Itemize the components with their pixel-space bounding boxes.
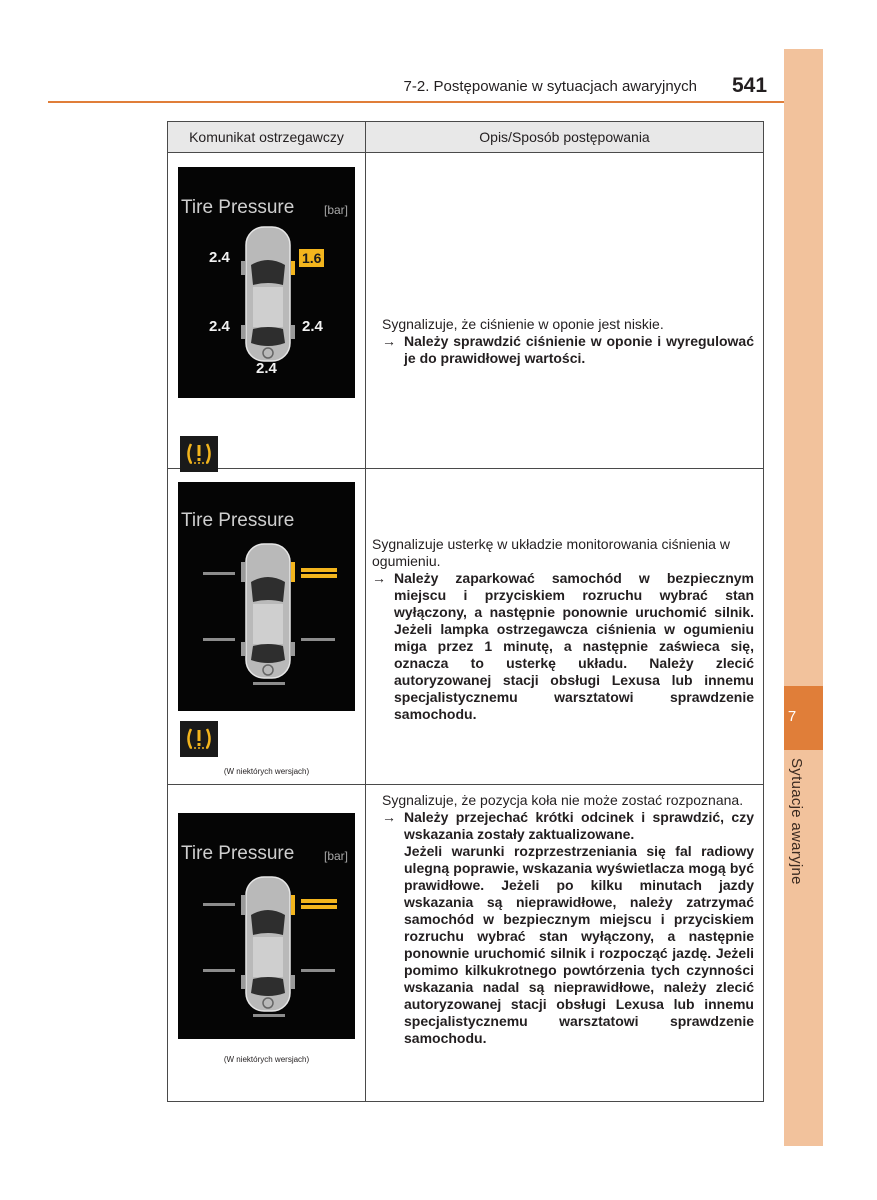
- warning-table: [167, 121, 764, 1102]
- message-cell: [168, 153, 366, 469]
- display-title: Tire Pressure: [181, 197, 295, 218]
- tire-rear-left-value: 2.4: [209, 318, 230, 335]
- action-text: → Należy przejechać krótki odcinek i sprawdzić, czy wskazania zostały zaktualizowane.: [382, 809, 754, 842]
- table-row: [168, 469, 764, 785]
- tire-front-right-placeholder: [301, 568, 337, 572]
- variant-caption: (W niektórych wersjach): [223, 767, 310, 776]
- description-text: Sygnalizuje, że ciśnienie w oponie jest niskie.: [382, 316, 664, 332]
- tire-rear-left-placeholder: [203, 638, 235, 641]
- car-top-view-icon: [240, 875, 296, 1015]
- message-cell: [168, 469, 366, 785]
- table-header-row: [168, 122, 764, 153]
- table-row: [168, 153, 764, 469]
- message-cell: [168, 785, 366, 1102]
- tire-pressure-display: [178, 482, 355, 711]
- tire-rear-right-placeholder: [301, 969, 335, 972]
- action-details-text: Jeżeli warunki rozprzestrzeniania się fal radiowy ulegną poprawie, wskazania wyświetlacza mogą być prawidłowe. Jeżeli po kilku minutach jazdy wskazania są nieprawidłowe, należy zatrzymać samochód w bezpiecznym miejscu i przyciskiem rozruchu wybrać stan wyłączony, a następnie ponownie uruchomić silnik i rozpocząć jazdę. Jeżeli pomimo kilkukrotnego powtórzenia tych czynności wskazania nadal są nieprawidłowe, należy zlecić autoryzowanej stacji obsługi Lexusa lub innemu specjalistycznemu warsztatowi sprawdzenie samochodu.: [404, 843, 754, 1046]
- description-block: [382, 316, 754, 367]
- page-number: 541: [732, 74, 768, 97]
- chapter-side-tab: [784, 49, 823, 1146]
- car-top-view-icon: [240, 542, 296, 682]
- tire-front-right-placeholder: [301, 905, 337, 909]
- column-header-message: Komunikat ostrzegawczy: [168, 122, 366, 153]
- tire-pressure-display: [178, 813, 355, 1039]
- description-block: [372, 536, 754, 723]
- section-title: 7-2. Postępowanie w sytuacjach awaryjnych: [403, 78, 697, 95]
- description-cell: [366, 469, 764, 785]
- display-unit: [bar]: [323, 203, 348, 217]
- column-header-description: Opis/Sposób postępowania: [366, 122, 764, 153]
- spare-tire-value: 2.4: [256, 360, 277, 377]
- right-arrow-icon: →: [382, 333, 396, 349]
- tire-pressure-display: [178, 167, 355, 398]
- tire-rear-right-placeholder: [301, 638, 335, 641]
- chapter-label: Sytuacje awaryjne: [788, 758, 805, 885]
- variant-caption: (W niektórych wersjach): [223, 1055, 310, 1064]
- right-arrow-icon: →: [372, 570, 386, 586]
- chapter-number: 7: [787, 708, 797, 725]
- description-cell: [366, 785, 764, 1102]
- tire-pressure-warning-icon: [180, 721, 218, 757]
- action-text: → Należy sprawdzić ciśnienie w oponie i wyregulować je do prawidłowej wartości.: [382, 333, 754, 366]
- tire-front-right-value: 1.6: [299, 249, 324, 267]
- right-arrow-icon: →: [382, 809, 396, 825]
- description-cell: [366, 153, 764, 469]
- display-title: Tire Pressure: [181, 510, 295, 531]
- action-text: → Należy zaparkować samochód w bezpiecznym miejscu i przyciskiem rozruchu wybrać stan wyłączony, a następnie ponownie uruchomić silnik. Jeżeli lampka ostrzegawcza ciśnienia w ogumieniu miga przez 1 minutę, a następnie zaświeca się, oznacza to usterkę układu. Należy zlecić autoryzowanej stacji obsługi Lexusa lub innemu specjalistycznemu warsztatowi sprawdzenie samochodu.: [372, 570, 754, 722]
- tire-front-left-placeholder: [203, 572, 235, 575]
- tire-front-right-placeholder: [301, 899, 337, 903]
- description-block: [382, 792, 754, 1047]
- tire-front-left-value: 2.4: [209, 249, 230, 266]
- tire-front-right-placeholder: [301, 574, 337, 578]
- description-text: Sygnalizuje usterkę w układzie monitorowania ciśnienia w ogumieniu.: [372, 536, 730, 569]
- display-unit: [bar]: [323, 849, 348, 863]
- spare-tire-placeholder: [253, 682, 285, 685]
- tire-rear-left-placeholder: [203, 969, 235, 972]
- car-top-view-icon: [240, 225, 296, 365]
- tire-front-left-placeholder: [203, 903, 235, 906]
- header-rule: [48, 101, 784, 103]
- tire-pressure-warning-icon: [180, 436, 218, 472]
- spare-tire-placeholder: [253, 1014, 285, 1017]
- table-row: [168, 785, 764, 1102]
- description-text: Sygnalizuje, że pozycja koła nie może zostać rozpoznana.: [382, 792, 744, 808]
- display-title: Tire Pressure: [181, 843, 295, 864]
- tire-rear-right-value: 2.4: [302, 318, 323, 335]
